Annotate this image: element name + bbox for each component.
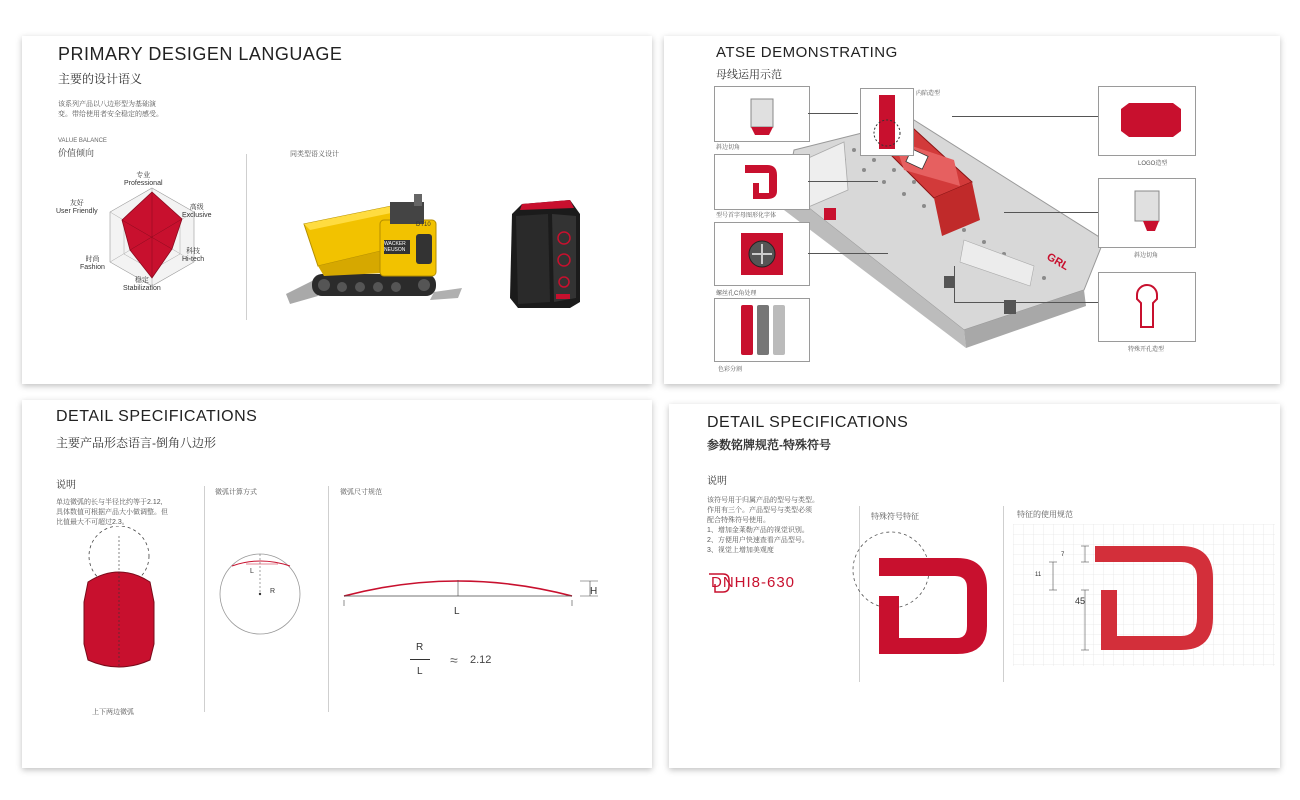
dumper-model: DT10 (416, 222, 431, 228)
arc-calc-circle (218, 550, 304, 636)
description-line: 该系列产品以八边形型为基础演 (58, 101, 156, 108)
ratio-numerator: R (416, 642, 424, 653)
ratio-bar (410, 659, 430, 660)
panel-atse-demonstrating (664, 36, 1280, 384)
panel-detail-octagon (22, 400, 652, 768)
note (707, 496, 819, 556)
panel-subtitle: 主要产品形态语言-倒角八边形 (56, 436, 216, 450)
col-label-feature: 特殊符号特征 (871, 512, 919, 521)
callout-font-type (714, 154, 810, 210)
panel-title: PRIMARY DESIGEN LANGUAGE (58, 44, 343, 64)
radar-label-stabilization: 稳定 Stabilization (123, 277, 161, 292)
section-label: 说明 (56, 480, 76, 491)
radar-label-professional: 专业 Professional (124, 172, 163, 187)
note-line: 单边微弧的长与半径比约等于2.12, (56, 499, 163, 506)
similar-label: 同类型语义设计 (290, 151, 339, 158)
pc-case-image (508, 198, 584, 310)
ratio-denominator: L (417, 666, 423, 677)
caption-bevel-right: 斜边切角 (1134, 253, 1159, 259)
note (56, 498, 168, 528)
d-symbol-feature (845, 530, 991, 660)
panel-title: DETAIL SPECIFICATIONS (707, 414, 909, 431)
caption-color-split: 色彩分割 (718, 367, 743, 373)
caption-inner: 内陷造型 (916, 91, 941, 97)
panel-subtitle: 主要的设计语义 (58, 72, 143, 86)
connector-line (808, 113, 858, 114)
bottom-caption: 上下两边微弧 (92, 709, 134, 716)
note-line: 3、视觉上增加美观度 (707, 547, 774, 554)
model-badge (707, 572, 831, 594)
panel-design-language (22, 36, 652, 384)
circle-label-R: R (270, 588, 276, 595)
arc-label-H: H (590, 586, 598, 597)
note-line: 具体数值可根据产品大小做调整。但 (56, 509, 168, 516)
description-line: 变。带给使用者安全稳定的感受。 (58, 111, 163, 118)
device-brand: GRL (1044, 250, 1071, 274)
divider (246, 154, 247, 320)
callout-logo (1098, 86, 1196, 156)
dim-11: 11 (1035, 572, 1042, 578)
connector-line (1004, 212, 1098, 213)
callout-bevel-right (1098, 178, 1196, 248)
note-line: 比值最大不可超过2.3。 (56, 519, 129, 526)
col-label-calc: 微弧计算方式 (215, 489, 257, 496)
connector-line (808, 181, 878, 182)
panel-title: DETAIL SPECIFICATIONS (56, 408, 258, 425)
panel-subtitle: 参数铭牌规范-特殊符号 (707, 438, 831, 452)
caption-special-hole: 特殊开孔造型 (1128, 347, 1165, 353)
connector-line (954, 266, 955, 302)
arc-size-diagram (340, 570, 604, 610)
note-line: 1、增加金莱勒产品的视觉识别。 (707, 527, 809, 534)
panel-detail-symbol (669, 404, 1280, 768)
section-label: 说明 (707, 476, 727, 487)
divider (328, 486, 329, 712)
radar-label-friendly: 友好 User Friendly (56, 200, 98, 215)
callout-inner (860, 88, 914, 156)
value-label-cn: 价值倾向 (58, 148, 95, 158)
callout-special-hole (1098, 272, 1196, 342)
connector-line (954, 302, 1098, 303)
description (58, 100, 163, 120)
caption-screw: 螺丝孔C角处理 (716, 291, 757, 297)
ratio-value: 2.12 (470, 654, 492, 666)
col-label-usage: 特征的使用规范 (1017, 510, 1073, 519)
atse-device-image (784, 90, 1124, 350)
d-symbol-usage-grid (1013, 524, 1275, 666)
note-line: 2、方便用户快速查看产品型号。 (707, 537, 809, 544)
caption-font-type: 型号首字母图形化字体 (716, 213, 777, 219)
caption-logo: LOGO造型 (1138, 161, 1168, 167)
panel-subtitle: 母线运用示范 (716, 69, 782, 81)
callout-screw (714, 222, 810, 286)
caption-bevel-left: 斜边切角 (716, 145, 741, 151)
note-line: 作用有三个。产品型号与类型必须 (707, 507, 812, 514)
connector-line (952, 116, 1098, 117)
model-text: DNHI8-630 (711, 574, 796, 591)
connector-line (808, 253, 888, 254)
radar-label-exclusive: 高级 Exclusive (182, 204, 212, 219)
circle-label-L: L (250, 568, 254, 575)
note-line: 配合特殊符号使用。 (707, 517, 770, 524)
callout-color-split (714, 298, 810, 362)
ratio-approx: ≈ (450, 652, 458, 668)
dim-7: 7 (1061, 552, 1065, 558)
panel-title: ATSE DEMONSTRATING (716, 44, 898, 61)
dim-45: 45 (1075, 596, 1086, 606)
value-label-en: VALUE BALANCE (58, 138, 107, 144)
divider (204, 486, 205, 712)
radar-label-hitech: 科技 Hi-tech (182, 248, 205, 263)
radar-label-fashion: 时尚 Fashion (80, 256, 105, 271)
callout-bevel-left (714, 86, 810, 142)
note-line: 该符号用于归属产品的型号与类型。 (707, 497, 819, 504)
dumper-brand: WACKER NEUSON (384, 241, 406, 253)
arc-label-L: L (454, 606, 460, 617)
tracked-dumper-image (284, 184, 464, 314)
col-label-size: 微弧尺寸规范 (340, 489, 382, 496)
divider (1003, 506, 1004, 682)
octagon-figure (74, 526, 164, 676)
